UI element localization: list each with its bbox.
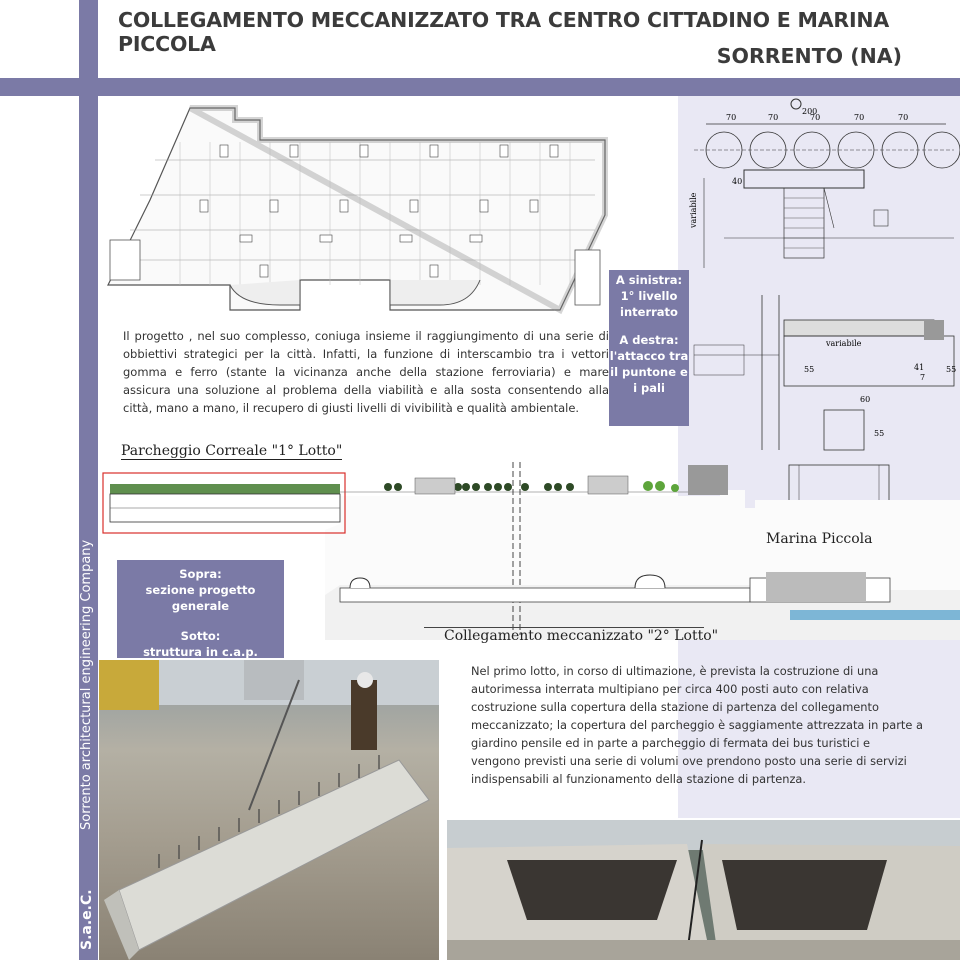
caption-right-line2: 1° livello <box>620 289 678 303</box>
page-subtitle: SORRENTO (NA) <box>716 44 902 68</box>
dim-70-5: 70 <box>898 113 909 122</box>
caption-right-line4: A destra: <box>619 333 679 347</box>
drawing-caption-box <box>609 270 689 426</box>
caption-right-line3: interrato <box>620 305 678 319</box>
dim-40: 40 <box>732 177 743 186</box>
dim-7: 7 <box>920 373 926 382</box>
lot1-label: Parcheggio Correale "1° Lotto" <box>121 443 343 459</box>
dim-variabile-vertical: variabile <box>689 192 698 228</box>
floor-plan-drawing <box>100 100 620 315</box>
dim-41: 41 <box>914 363 925 372</box>
dim-70-1: 70 <box>726 113 737 122</box>
intro-paragraph: Il progetto , nel suo complesso, coniuga insieme il raggiungimento di una serie di obbiettivi strategici per la città. Infatti, la funzione di interscambio tra i vettori gomma e ferro (stante la vicinanza anche della stazione ferroviaria) e mare assicura una soluzione al problema della viabilità e alla sosta consentendo alla città, mano a mano, il recupero di giusti livelli di vivibilità e qualità ambientale. <box>123 329 609 415</box>
beam-detail-photo <box>447 820 960 960</box>
dim-55-left: 55 <box>804 365 815 374</box>
caption-left-line1: Sopra: <box>179 567 222 581</box>
section-caption-box <box>117 560 284 658</box>
dim-55-right: 55 <box>946 365 957 374</box>
caption-left-line3: Sotto: <box>180 629 221 643</box>
caption-right-line6: il puntone e <box>610 365 688 379</box>
caption-right-line5: l'attacco tra <box>609 349 689 363</box>
caption-right-line7: i pali <box>633 381 665 395</box>
dim-55-column: 55 <box>874 429 885 438</box>
precast-beam-photo <box>99 660 439 960</box>
horizontal-accent-bar <box>0 78 960 96</box>
lot1-description-paragraph: Nel primo lotto, in corso di ultimazione, è prevista la costruzione di una autorimessa interrata multipiano per circa 400 posti auto con relativa costruzione sulla copertura della stazione di partenza del collegamento meccanizzato; la copertura del parcheggio è saggiamente attrezzata in parte a giardino pensile ed in parte a parcheggio di fermata dei bus turistici e vengono previsti una serie di volumi ove prendono posto una serie di servizi indispensabili al funzionamento della stazione di partenza. <box>471 664 923 786</box>
page-title: COLLEGAMENTO MECCANIZZATO TRA CENTRO CITTADINO E MARINA PICCOLA <box>118 8 889 56</box>
company-initials: S.a.e.C. <box>79 889 95 950</box>
caption-left-line2: sezione progetto generale <box>145 583 256 613</box>
caption-right-line1: A sinistra: <box>615 273 683 287</box>
pile-plan-drawing <box>684 98 960 280</box>
lot2-underline <box>424 627 704 628</box>
sidebar-vertical-text <box>0 539 95 960</box>
dim-variabile: variabile <box>826 339 862 348</box>
company-name: Sorrento architectural engineering Company <box>79 539 94 830</box>
dim-70-3: 70 <box>810 113 821 122</box>
dim-60: 60 <box>860 395 871 404</box>
caption-left-line4: struttura in c.a.p. <box>143 645 258 659</box>
marina-piccola-label: Marina Piccola <box>766 531 873 547</box>
dim-200: 200 <box>802 107 818 116</box>
dim-70-4: 70 <box>854 113 865 122</box>
lot2-label: Collegamento meccanizzato "2° Lotto" <box>444 628 719 644</box>
dim-70-2: 70 <box>768 113 779 122</box>
